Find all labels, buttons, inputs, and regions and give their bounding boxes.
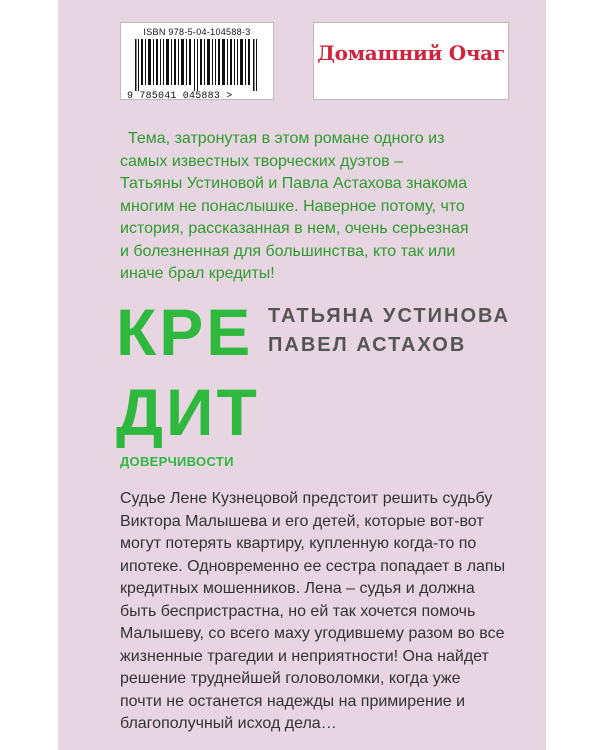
- intro-paragraph: [120, 128, 490, 286]
- description-line: ипотеке. Одновременно ее сестра попадает в лапы: [120, 557, 506, 575]
- barcode-block: [120, 22, 274, 100]
- book-title: [116, 292, 260, 452]
- intro-line: многим не понаслышке. Наверное потому, что: [120, 197, 465, 215]
- description-line: почти не останется надежды на примирение и: [120, 692, 466, 710]
- barcode-icon: [135, 39, 259, 91]
- intro-line: иначе брал кредиты!: [120, 265, 275, 282]
- title-line-2: ДИТ: [116, 375, 260, 449]
- description-paragraph: [120, 488, 506, 736]
- description-line: Виктора Малышева и его детей, которые вот-вот: [120, 512, 484, 530]
- intro-line: и болезненная для большинства, кто так или: [120, 242, 456, 260]
- intro-line: самых известных творческих дуэтов –: [120, 152, 404, 170]
- book-subtitle: ДОВЕРЧИВОСТИ: [120, 454, 234, 469]
- barcode-digits: 9 785041 045883 >: [127, 91, 233, 102]
- author-name: ПАВЕЛ АСТАХОВ: [268, 334, 467, 356]
- intro-line: история, рассказанная в нем, очень серьезная: [120, 220, 469, 237]
- authors: [268, 302, 510, 360]
- title-line-1: КРЕ: [116, 295, 254, 369]
- publisher-logo: Домашний Очаг: [317, 41, 505, 65]
- description-line: кредитных мошенников. Лена – судья и должна: [120, 580, 475, 597]
- description-line: Судье Лене Кузнецовой предстоит решить судьбу: [120, 490, 493, 507]
- description-line: Малышеву, со всего маху угодившему разом во все: [120, 625, 505, 642]
- intro-line: Тема, затронутая в этом романе одного из: [128, 130, 445, 147]
- isbn-label: ISBN 978-5-04-104588-3: [143, 27, 251, 37]
- description-line: могут потерять квартиру, купленную когда-то по: [120, 535, 477, 552]
- description-line: решение труднейшей головоломки, когда уже: [120, 670, 461, 687]
- description-line: благополучный исход дела…: [120, 715, 337, 732]
- intro-line: Татьяны Устиновой и Павла Астахова знакома: [120, 175, 468, 192]
- author-name: ТАТЬЯНА УСТИНОВА: [268, 305, 510, 327]
- publisher-logo-block: [313, 22, 509, 100]
- description-line: быть беспристрастна, но ей так хочется помочь: [120, 602, 476, 620]
- description-line: жизненные трагедии и неприятности! Она найдет: [120, 647, 489, 665]
